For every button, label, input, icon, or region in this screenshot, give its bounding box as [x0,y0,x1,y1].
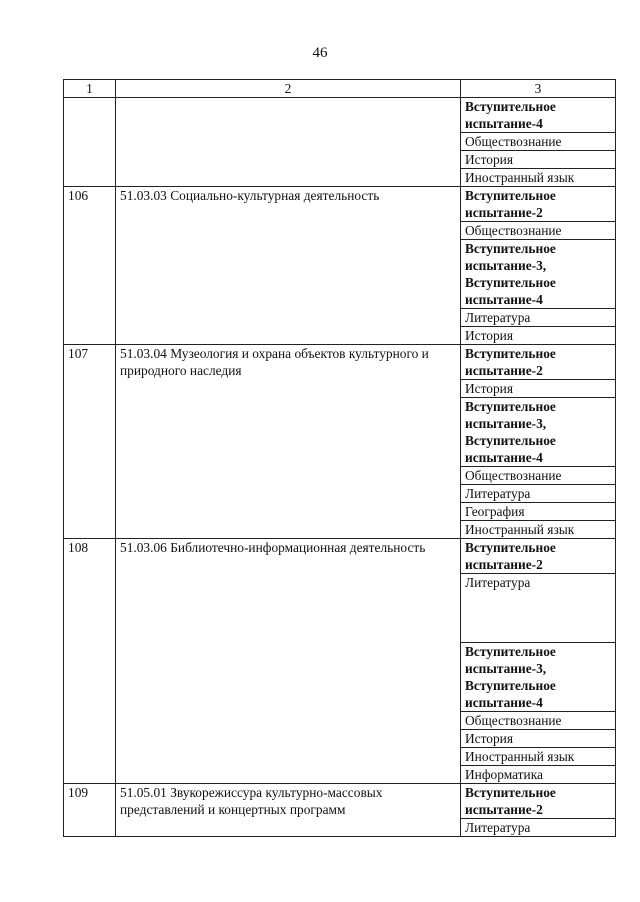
page-number: 46 [312,45,328,61]
row-number: 106 [64,187,116,345]
program-name: 51.05.01 Звукорежиссура культурно-массовых представлений и концертных программ [116,784,461,837]
exam-label: Вступительное испытание-2 [461,187,616,222]
subject-name: История [461,151,616,169]
table-row [64,784,616,819]
subject-name: Обществознание [461,222,616,240]
row-number [64,98,116,187]
exam-label: Вступительное испытание-3, Вступительное испытание-4 [461,240,616,309]
table-body [64,98,616,837]
table-row [64,539,616,574]
subject-name: Обществознание [461,467,616,485]
subject-name: Литература [461,309,616,327]
subject-name: Литература [461,574,616,643]
column-header-2: 2 [116,80,461,98]
table-header-row [64,80,616,98]
exam-label: Вступительное испытание-3, Вступительное испытание-4 [461,643,616,712]
table-row [64,187,616,222]
subject-name: Обществознание [461,133,616,151]
table-row [64,345,616,380]
exam-label: Вступительное испытание-3, Вступительное испытание-4 [461,398,616,467]
column-header-3: 3 [461,80,616,98]
admission-table [63,79,616,837]
row-number: 109 [64,784,116,837]
subject-name: История [461,380,616,398]
subject-name: История [461,327,616,345]
subject-name: Обществознание [461,712,616,730]
exam-label: Вступительное испытание-2 [461,784,616,819]
row-number: 108 [64,539,116,784]
exam-label: Вступительное испытание-2 [461,539,616,574]
subject-name: Иностранный язык [461,169,616,187]
program-name: 51.03.03 Социально-культурная деятельность [116,187,461,345]
table-row [64,98,616,133]
program-name: 51.03.06 Библиотечно-информационная деятельность [116,539,461,784]
program-name: 51.03.04 Музеология и охрана объектов культурного и природного наследия [116,345,461,539]
subject-name: Информатика [461,766,616,784]
program-name [116,98,461,187]
subject-name: Литература [461,485,616,503]
exam-label: Вступительное испытание-4 [461,98,616,133]
column-header-1: 1 [64,80,116,98]
subject-name: География [461,503,616,521]
subject-name: Иностранный язык [461,748,616,766]
subject-name: Иностранный язык [461,521,616,539]
subject-name: Литература [461,819,616,837]
subject-name: История [461,730,616,748]
row-number: 107 [64,345,116,539]
exam-label: Вступительное испытание-2 [461,345,616,380]
